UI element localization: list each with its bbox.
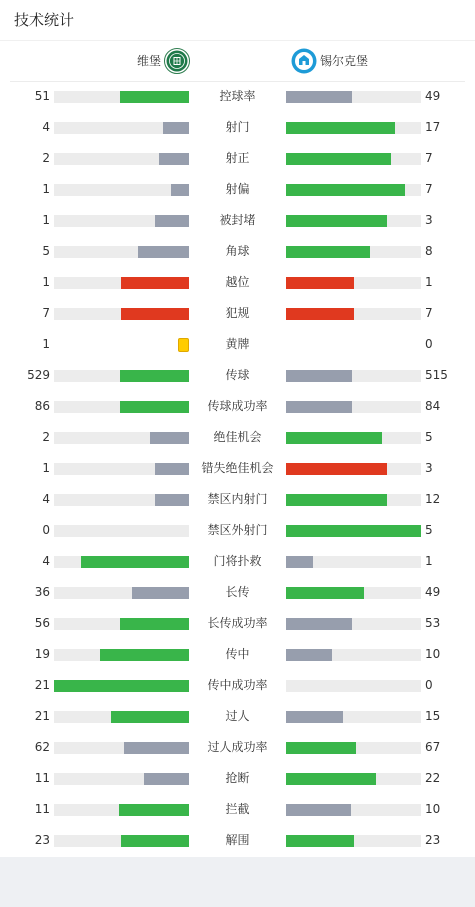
home-bar	[155, 463, 189, 475]
home-value: 1	[42, 182, 50, 196]
stat-label: 长传	[225, 585, 250, 599]
away-value: 53	[425, 616, 441, 630]
stat-row	[0, 422, 475, 453]
away-value: 515	[425, 368, 448, 382]
home-value: 2	[42, 430, 50, 444]
home-bar-track	[54, 556, 189, 568]
home-bar-track	[54, 91, 189, 103]
away-bar-track	[286, 215, 421, 227]
stat-row	[0, 236, 475, 267]
home-bar	[163, 122, 189, 134]
stat-label: 长传成功率	[207, 616, 268, 630]
home-bar-track	[54, 122, 189, 134]
away-bar-track	[286, 432, 421, 444]
away-bar	[286, 277, 354, 289]
stat-label: 错失绝佳机会	[201, 461, 274, 475]
home-bar-track	[54, 804, 189, 816]
home-value: 7	[42, 306, 50, 320]
stat-row	[0, 112, 475, 143]
away-bar	[286, 246, 370, 258]
away-bar	[286, 711, 343, 723]
home-team[interactable]	[137, 48, 190, 74]
home-value: 1	[42, 275, 50, 289]
away-value: 1	[425, 275, 433, 289]
home-bar	[144, 773, 189, 785]
home-bar	[121, 277, 189, 289]
home-bar	[100, 649, 189, 661]
home-value: 19	[34, 647, 50, 661]
away-bar-track	[286, 246, 421, 258]
away-value: 84	[425, 399, 441, 413]
stat-row	[0, 298, 475, 329]
away-value: 5	[425, 430, 433, 444]
home-bar	[155, 494, 189, 506]
yellow-card-icon	[178, 338, 189, 352]
away-bar	[286, 432, 382, 444]
away-value: 7	[425, 151, 433, 165]
stat-label: 绝佳机会	[213, 430, 262, 444]
away-bar-track	[286, 525, 421, 537]
stat-label: 控球率	[219, 89, 256, 103]
stat-row	[0, 453, 475, 484]
silkeborg-crest-icon	[291, 48, 317, 74]
home-bar	[150, 432, 189, 444]
home-bar-track	[54, 184, 189, 196]
home-bar-track	[54, 401, 189, 413]
stat-row	[0, 143, 475, 174]
away-value: 22	[425, 771, 441, 785]
home-value: 1	[42, 461, 50, 475]
stat-row	[0, 360, 475, 391]
home-bar	[121, 835, 189, 847]
stat-label: 过人成功率	[207, 740, 268, 754]
away-bar-track	[286, 680, 421, 692]
away-bar-track	[286, 153, 421, 165]
home-value: 21	[34, 678, 50, 692]
away-bar-track	[286, 463, 421, 475]
viborg-crest-icon	[164, 48, 190, 74]
stat-label: 解围	[225, 833, 250, 847]
away-value: 23	[425, 833, 441, 847]
away-bar	[286, 153, 391, 165]
stat-label: 过人	[225, 709, 250, 723]
away-team-name: 锡尔克堡	[320, 54, 369, 68]
home-bar	[155, 215, 189, 227]
home-bar-track	[54, 835, 189, 847]
away-bar	[286, 401, 352, 413]
home-bar-track	[54, 680, 189, 692]
home-bar-track	[54, 370, 189, 382]
home-bar	[120, 370, 189, 382]
home-value: 4	[42, 554, 50, 568]
stat-row	[0, 267, 475, 298]
home-bar-track	[54, 773, 189, 785]
away-value: 15	[425, 709, 441, 723]
away-bar-track	[286, 649, 421, 661]
home-bar-track	[54, 711, 189, 723]
home-bar	[121, 308, 189, 320]
away-value: 7	[425, 182, 433, 196]
away-team[interactable]	[291, 48, 368, 74]
away-bar-track	[286, 401, 421, 413]
home-bar	[171, 184, 189, 196]
home-value: 11	[34, 802, 50, 816]
stat-label: 禁区内射门	[207, 492, 268, 506]
home-value: 51	[34, 89, 50, 103]
away-bar	[286, 773, 376, 785]
away-value: 67	[425, 740, 441, 754]
stat-row	[0, 174, 475, 205]
away-value: 1	[425, 554, 433, 568]
home-bar-track	[54, 494, 189, 506]
stat-label: 射正	[225, 151, 250, 165]
home-bar	[138, 246, 189, 258]
stat-row	[0, 484, 475, 515]
stat-label: 被封堵	[219, 213, 256, 227]
home-value: 0	[42, 523, 50, 537]
stat-label: 射偏	[225, 182, 250, 196]
away-bar	[286, 587, 364, 599]
home-value: 4	[42, 492, 50, 506]
stat-label: 拦截	[225, 802, 250, 816]
away-bar-track	[286, 184, 421, 196]
home-value: 62	[34, 740, 50, 754]
away-value: 0	[425, 337, 433, 351]
home-bar-track	[54, 153, 189, 165]
home-bar	[119, 804, 189, 816]
away-value: 17	[425, 120, 441, 134]
away-bar-track	[286, 711, 421, 723]
home-bar	[120, 91, 189, 103]
home-bar-track	[54, 525, 189, 537]
home-bar-track	[54, 649, 189, 661]
away-value: 3	[425, 461, 433, 475]
away-value: 3	[425, 213, 433, 227]
away-bar	[286, 370, 352, 382]
home-bar-track	[54, 587, 189, 599]
stat-row	[0, 546, 475, 577]
stat-row	[0, 825, 475, 856]
home-bar-track	[54, 246, 189, 258]
away-bar-track	[286, 618, 421, 630]
stat-row	[0, 639, 475, 670]
stat-label: 门将扑救	[213, 554, 262, 568]
stat-row	[0, 732, 475, 763]
away-bar	[286, 494, 387, 506]
away-value: 8	[425, 244, 433, 258]
stat-label: 传球	[225, 368, 250, 382]
stat-label: 传中成功率	[207, 678, 268, 692]
away-value: 10	[425, 647, 441, 661]
home-bar-track	[54, 215, 189, 227]
away-value: 12	[425, 492, 441, 506]
stat-row	[0, 794, 475, 825]
away-bar	[286, 618, 352, 630]
home-value: 1	[42, 337, 50, 351]
away-bar-track	[286, 122, 421, 134]
away-bar-track	[286, 804, 421, 816]
home-bar	[132, 587, 189, 599]
stat-label: 抢断	[225, 771, 250, 785]
away-bar	[286, 463, 387, 475]
stat-row	[0, 763, 475, 794]
away-bar	[286, 91, 352, 103]
away-value: 7	[425, 306, 433, 320]
away-bar	[286, 122, 395, 134]
home-value: 23	[34, 833, 50, 847]
home-value: 11	[34, 771, 50, 785]
home-value: 5	[42, 244, 50, 258]
home-value: 56	[34, 616, 50, 630]
home-bar-track	[54, 742, 189, 754]
away-bar	[286, 308, 354, 320]
teams-header	[0, 41, 475, 81]
away-bar	[286, 649, 332, 661]
stat-row	[0, 329, 475, 360]
stat-label: 射门	[225, 120, 250, 134]
away-bar-track	[286, 494, 421, 506]
away-bar-track	[286, 277, 421, 289]
away-bar	[286, 556, 313, 568]
away-bar	[286, 804, 351, 816]
stat-row	[0, 81, 475, 112]
away-bar-track	[286, 742, 421, 754]
stat-label: 黄牌	[225, 337, 250, 351]
away-bar-track	[286, 370, 421, 382]
stat-row	[0, 608, 475, 639]
home-bar	[120, 618, 189, 630]
away-bar-track	[286, 773, 421, 785]
home-value: 36	[34, 585, 50, 599]
panel-title: 技术统计	[14, 11, 75, 29]
stat-label: 传中	[225, 647, 250, 661]
away-bar	[286, 742, 356, 754]
home-bar-track	[54, 463, 189, 475]
home-bar-track	[54, 277, 189, 289]
away-bar-track	[286, 835, 421, 847]
home-value: 1	[42, 213, 50, 227]
stat-row	[0, 391, 475, 422]
away-bar	[286, 215, 387, 227]
away-value: 0	[425, 678, 433, 692]
home-bar-track	[54, 618, 189, 630]
away-bar-track	[286, 587, 421, 599]
home-value: 529	[27, 368, 50, 382]
away-bar-track	[286, 308, 421, 320]
home-team-name: 维堡	[136, 54, 161, 68]
away-bar	[286, 184, 405, 196]
home-value: 21	[34, 709, 50, 723]
away-bar-track	[286, 556, 421, 568]
home-value: 4	[42, 120, 50, 134]
away-bar	[286, 835, 354, 847]
home-value: 86	[34, 399, 50, 413]
home-value: 2	[42, 151, 50, 165]
stat-row	[0, 205, 475, 236]
stat-label: 传球成功率	[207, 399, 268, 413]
home-bar	[120, 401, 189, 413]
away-value: 10	[425, 802, 441, 816]
home-bar-track	[54, 308, 189, 320]
stat-row	[0, 670, 475, 701]
stat-label: 犯规	[225, 306, 250, 320]
stat-row	[0, 515, 475, 546]
away-bar	[286, 525, 421, 537]
away-value: 49	[425, 585, 441, 599]
away-value: 5	[425, 523, 433, 537]
home-bar	[54, 680, 189, 692]
home-bar-track	[54, 432, 189, 444]
away-value: 49	[425, 89, 441, 103]
stat-row	[0, 577, 475, 608]
stat-row	[0, 701, 475, 732]
home-bar	[81, 556, 189, 568]
away-bar-track	[286, 91, 421, 103]
home-bar	[124, 742, 189, 754]
stat-label: 角球	[225, 244, 250, 258]
stat-label: 禁区外射门	[207, 523, 268, 537]
home-bar	[159, 153, 189, 165]
stat-label: 越位	[225, 275, 250, 289]
home-bar	[111, 711, 189, 723]
